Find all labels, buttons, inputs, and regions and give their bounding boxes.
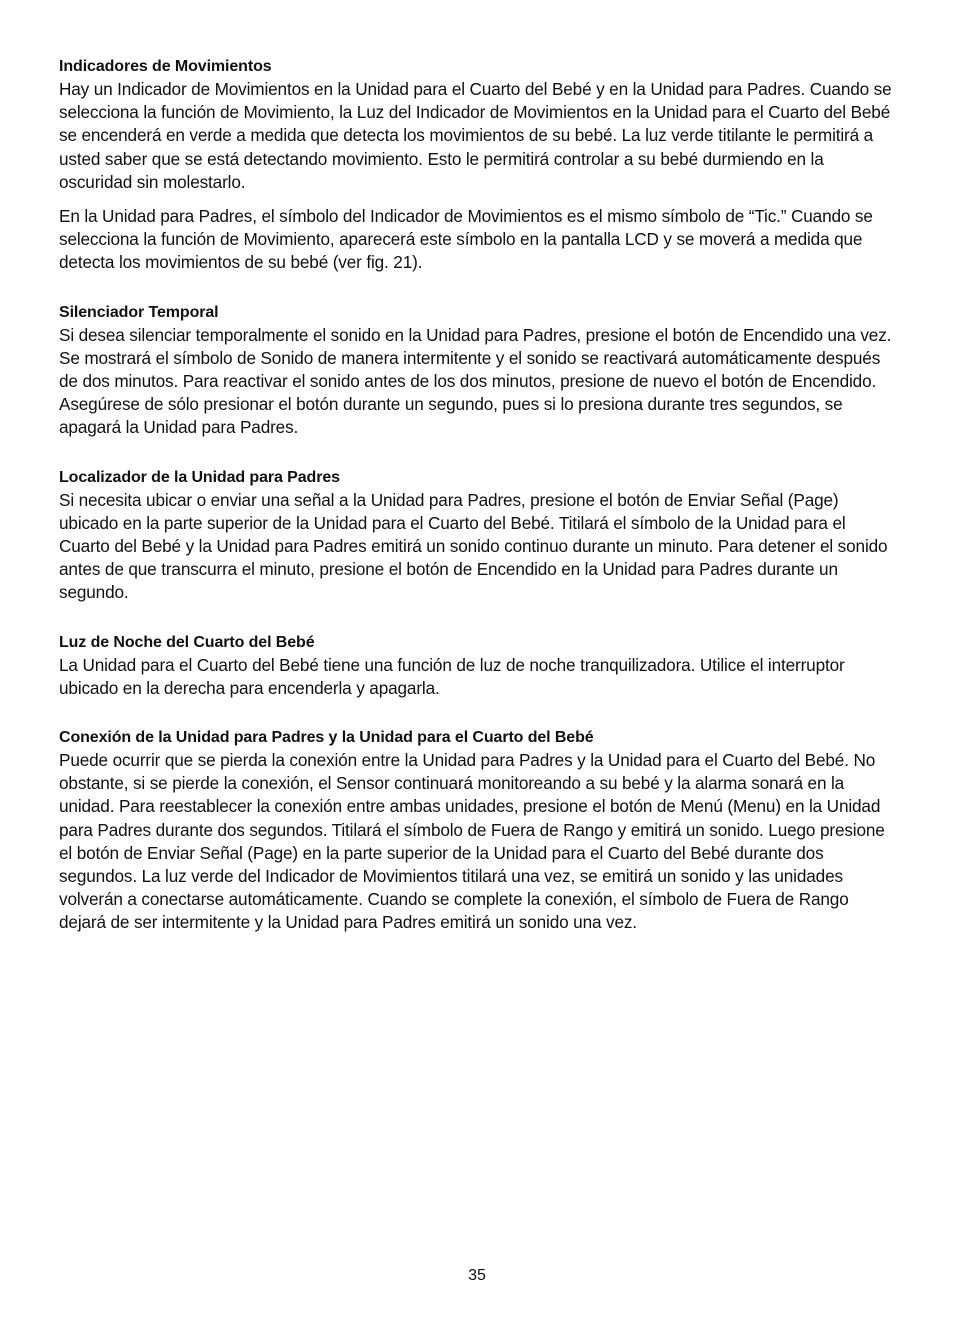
section-paragraph: La Unidad para el Cuarto del Bebé tiene una función de luz de noche tranquilizadora. Utilice el interruptor ubicado en la derecha para encenderla y apagarla.: [59, 654, 845, 698]
section-spacer: [59, 700, 895, 726]
section-conexion-unidades: [59, 726, 895, 935]
section-indicadores-de-movimientos: [59, 55, 895, 275]
section-heading: Localizador de la Unidad para Padres: [59, 468, 340, 486]
section-paragraph: En la Unidad para Padres, el símbolo del Indicador de Movimientos es el mismo símbolo de “Tic.” Cuando se selecciona la función de Movimiento, aparecerá este símbolo en la pantalla LCD y se moverá a medida que detecta los movimientos de su bebé (ver fig. 21).: [59, 206, 873, 273]
document-page: [59, 55, 895, 935]
section-paragraph: Si necesita ubicar o enviar una señal a la Unidad para Padres, presione el botón de Enviar Señal (Page) ubicado en la parte superior de la Unidad para el Cuarto del Bebé. Titilará el símbolo de la Unidad para el Cuarto del Bebé y la Unidad para Padres emitirá un sonido continuo durante un minuto. Para detener el sonido antes de que transcurra el minuto, presione el botón de Encendido en la Unidad para Padres durante un segundo.: [59, 489, 888, 603]
section-paragraph: Hay un Indicador de Movimientos en la Unidad para el Cuarto del Bebé y en la Unidad para Padres. Cuando se selecciona la función de Movimiento, la Luz del Indicador de Movimientos en la Unidad para el Cuarto del Bebé se encenderá en verde a medida que detecta los movimientos de su bebé. La luz verde titilante le permitirá a usted saber que se está detectando movimiento. Esto le permitirá controlar a su bebé durmiendo en la oscuridad sin molestarlo.: [59, 79, 892, 192]
section-heading: Conexión de la Unidad para Padres y la Unidad para el Cuarto del Bebé: [59, 729, 594, 747]
section-spacer: [59, 605, 895, 631]
section-heading: Luz de Noche del Cuarto del Bebé: [59, 633, 315, 651]
section-luz-de-noche: [59, 631, 895, 700]
section-paragraph: Si desea silenciar temporalmente el sonido en la Unidad para Padres, presione el botón de Encendido una vez. Se mostrará el símbolo de Sonido de manera intermitente y el sonido se reactivará automáticamente después de dos minutos. Para reactivar el sonido antes de los dos minutos, presione de nuevo el botón de Encendido. Asegúrese de sólo presionar el botón durante un segundo, pues si lo presiona durante tres segundos, se apagará la Unidad para Padres.: [59, 324, 892, 438]
section-spacer: [59, 275, 895, 301]
section-paragraph: Puede ocurrir que se pierda la conexión entre la Unidad para Padres y la Unidad para el Cuarto del Bebé. No obstante, si se pierde la conexión, el Sensor continuará monitoreando a su bebé y la alarma sonará en la unidad. Para reestablecer la conexión entre ambas unidades, presione el botón de Menú (Menu) en la Unidad para Padres durante dos segundos. Titilará el símbolo de Fuera de Rango y emitirá un sonido. Luego presione el botón de Enviar Señal (Page) en la parte superior de la Unidad para el Cuarto del Bebé durante dos segundos. La luz verde del Indicador de Movimientos titilará una vez, se emitirá un sonido y las unidades volverán a conectarse automáticamente. Cuando se complete la conexión, el símbolo de Fuera de Rango dejará de ser intermitente y la Unidad para Padres emitirá un sonido una vez.: [59, 750, 885, 933]
page-number: 35: [468, 1267, 486, 1284]
section-silenciador-temporal: [59, 301, 895, 440]
section-spacer: [59, 440, 895, 466]
section-heading: Indicadores de Movimientos: [59, 58, 272, 75]
section-localizador-unidad-padres: [59, 466, 895, 605]
section-heading: Silenciador Temporal: [59, 303, 219, 321]
